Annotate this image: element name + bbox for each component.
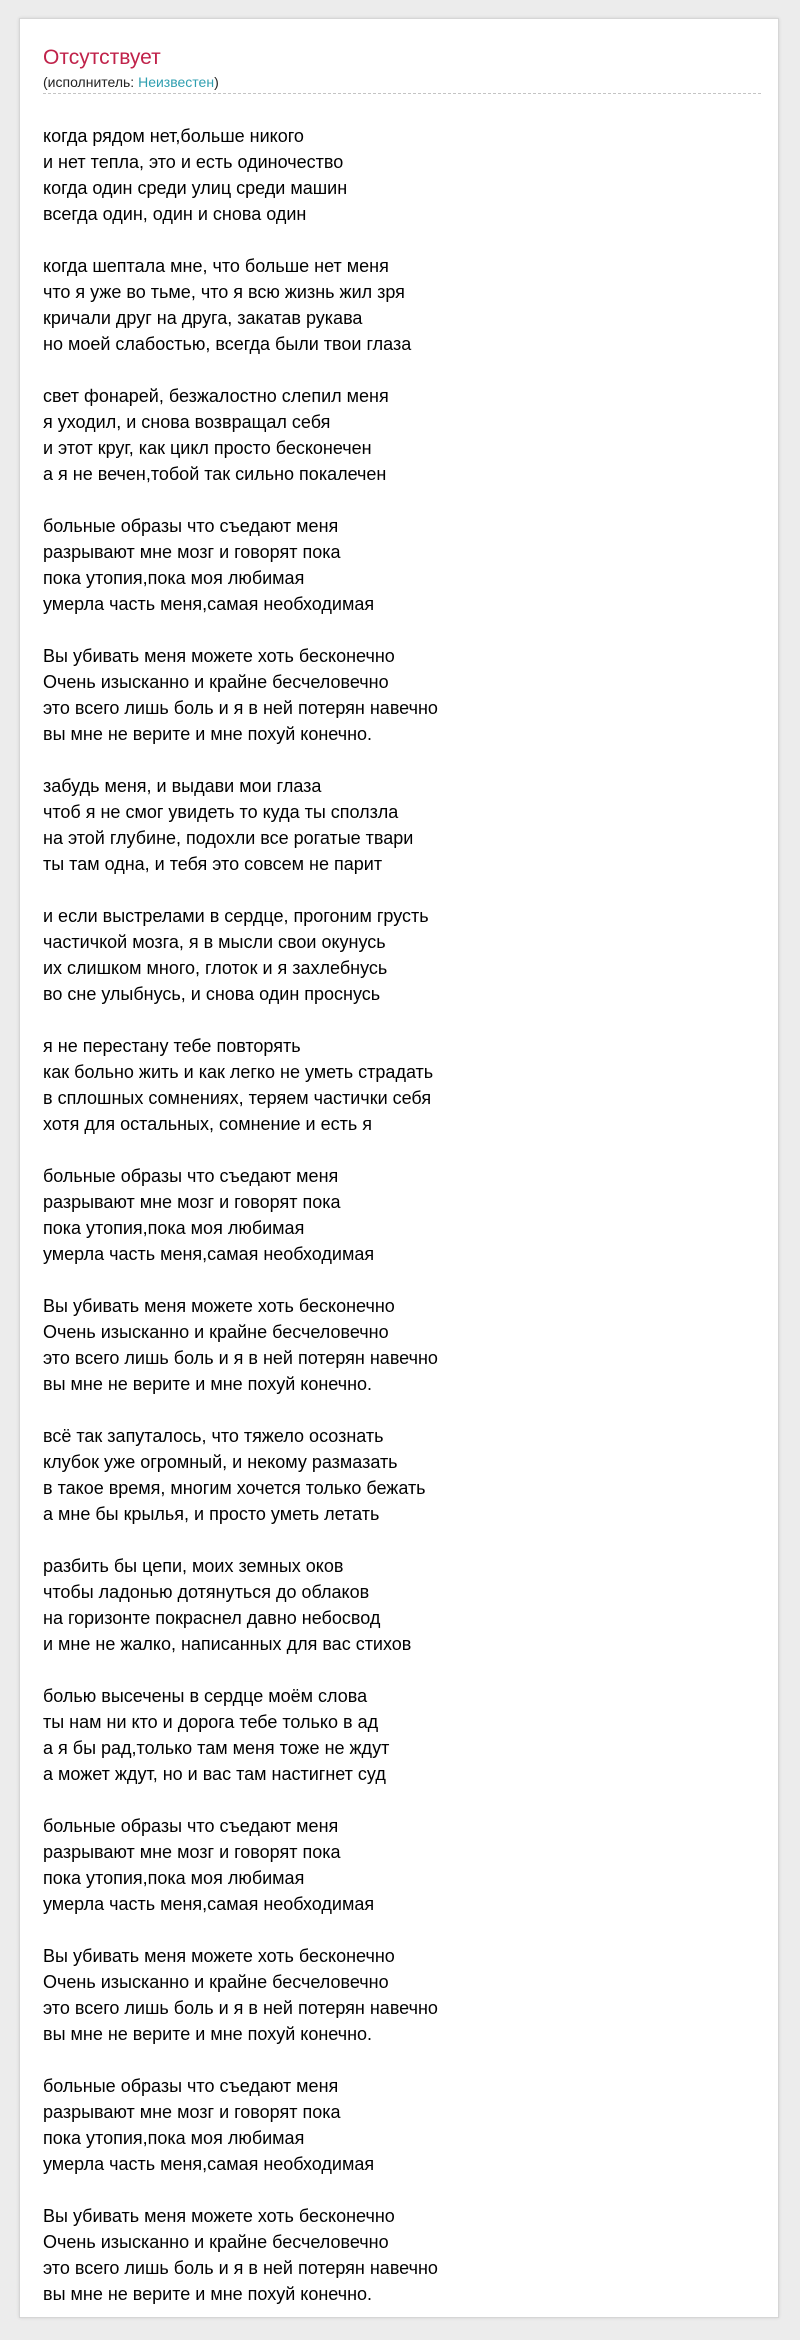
lyric-line: и этот круг, как цикл просто бесконечен xyxy=(43,438,372,458)
lyric-line: что я уже во тьме, что я всю жизнь жил зря xyxy=(43,282,405,302)
song-header xyxy=(43,45,761,91)
lyric-line: в сплошных сомнениях, теряем частички себя xyxy=(43,1088,432,1108)
lyric-line: это всего лишь боль и я в ней потерян навечно xyxy=(43,2258,438,2278)
lyric-line: когда один среди улиц среди машин xyxy=(43,178,348,198)
lyric-line: Очень изысканно и крайне бесчеловечно xyxy=(43,1972,389,1992)
lyric-line: вы мне не верите и мне похуй конечно. xyxy=(43,1374,373,1394)
lyric-line: умерла часть меня,самая необходимая xyxy=(43,1894,375,1914)
lyrics-stanza xyxy=(43,253,761,357)
lyric-line: больные образы что съедают меня xyxy=(43,1166,339,1186)
artist-link[interactable]: Неизвестен xyxy=(138,74,215,90)
lyric-line: ты там одна, и тебя это совсем не парит xyxy=(43,854,383,874)
lyric-line: частичкой мозга, я в мысли свои окунусь xyxy=(43,932,386,952)
lyric-line: разрывают мне мозг и говорят пока xyxy=(43,1192,341,1212)
lyric-line: болью высечены в сердце моём слова xyxy=(43,1686,368,1706)
lyrics-body xyxy=(43,123,761,2333)
lyrics-card xyxy=(19,18,779,2318)
lyric-line: Вы убивать меня можете хоть бесконечно xyxy=(43,646,395,666)
lyric-line: разрывают мне мозг и говорят пока xyxy=(43,542,341,562)
lyric-line: Очень изысканно и крайне бесчеловечно xyxy=(43,1322,389,1342)
lyrics-stanza xyxy=(43,1423,761,1527)
lyric-line: а я не вечен,тобой так сильно покалечен xyxy=(43,464,387,484)
lyric-line: Очень изысканно и крайне бесчеловечно xyxy=(43,2232,389,2252)
lyric-line: а я бы рад,только там меня тоже не ждут xyxy=(43,1738,390,1758)
lyric-line: всегда один, один и снова один xyxy=(43,204,307,224)
lyric-line: вы мне не верите и мне похуй конечно. xyxy=(43,2284,373,2304)
lyric-line: больные образы что съедают меня xyxy=(43,1816,339,1836)
lyric-line: Вы убивать меня можете хоть бесконечно xyxy=(43,2206,395,2226)
lyric-line: когда шептала мне, что больше нет меня xyxy=(43,256,389,276)
lyrics-stanza xyxy=(43,123,761,227)
lyric-line: умерла часть меня,самая необходимая xyxy=(43,1244,375,1264)
lyric-line: и если выстрелами в сердце, прогоним грусть xyxy=(43,906,429,926)
lyric-line: но моей слабостью, всегда были твои глаза xyxy=(43,334,412,354)
lyric-line: когда рядом нет,больше никого xyxy=(43,126,304,146)
lyric-line: в такое время, многим хочется только бежать xyxy=(43,1478,426,1498)
lyric-line: хотя для остальных, сомнение и есть я xyxy=(43,1114,372,1134)
lyric-line: Вы убивать меня можете хоть бесконечно xyxy=(43,1946,395,1966)
lyrics-stanza xyxy=(43,1553,761,1657)
lyrics-stanza xyxy=(43,643,761,747)
lyric-line: чтоб я не смог увидеть то куда ты сползла xyxy=(43,802,399,822)
lyric-line: во сне улыбнусь, и снова один проснусь xyxy=(43,984,381,1004)
lyric-line: чтобы ладонью дотянуться до облаков xyxy=(43,1582,370,1602)
lyrics-stanza xyxy=(43,1943,761,2047)
lyric-line: я уходил, и снова возвращал себя xyxy=(43,412,331,432)
lyric-line: а мне бы крылья, и просто уметь летать xyxy=(43,1504,380,1524)
lyric-line: пока утопия,пока моя любимая xyxy=(43,568,305,588)
lyrics-stanza xyxy=(43,1813,761,1917)
lyric-line: больные образы что съедают меня xyxy=(43,2076,339,2096)
lyrics-stanza xyxy=(43,1683,761,1787)
lyric-line: забудь меня, и выдави мои глаза xyxy=(43,776,322,796)
lyric-line: а может ждут, но и вас там настигнет суд xyxy=(43,1764,386,1784)
lyric-line: ты нам ни кто и дорога тебе только в ад xyxy=(43,1712,379,1732)
artist-line xyxy=(43,73,761,91)
lyrics-stanza xyxy=(43,1293,761,1397)
lyric-line: разрывают мне мозг и говорят пока xyxy=(43,2102,341,2122)
lyrics-stanza xyxy=(43,2203,761,2307)
lyric-line: и мне не жалко, написанных для вас стихов xyxy=(43,1634,412,1654)
lyrics-stanza xyxy=(43,1163,761,1267)
song-title: Отсутствует xyxy=(43,46,161,69)
lyric-line: кричали друг на друга, закатав рукава xyxy=(43,308,363,328)
header-divider xyxy=(43,93,761,94)
lyric-line: Очень изысканно и крайне бесчеловечно xyxy=(43,672,389,692)
lyric-line: это всего лишь боль и я в ней потерян навечно xyxy=(43,1348,438,1368)
lyric-line: это всего лишь боль и я в ней потерян навечно xyxy=(43,1998,438,2018)
lyric-line: умерла часть меня,самая необходимая xyxy=(43,2154,375,2174)
lyric-line: пока утопия,пока моя любимая xyxy=(43,1218,305,1238)
lyric-line: пока утопия,пока моя любимая xyxy=(43,2128,305,2148)
lyric-line: я не перестану тебе повторять xyxy=(43,1036,301,1056)
artist-suffix: ) xyxy=(214,74,219,90)
lyric-line: клубок уже огромный, и некому размазать xyxy=(43,1452,398,1472)
lyric-line: умерла часть меня,самая необходимая xyxy=(43,594,375,614)
lyrics-stanza xyxy=(43,1033,761,1137)
lyric-line: это всего лишь боль и я в ней потерян навечно xyxy=(43,698,438,718)
lyric-line: пока утопия,пока моя любимая xyxy=(43,1868,305,1888)
lyric-line: разрывают мне мозг и говорят пока xyxy=(43,1842,341,1862)
lyric-line: вы мне не верите и мне похуй конечно. xyxy=(43,724,373,744)
lyric-line: Вы убивать меня можете хоть бесконечно xyxy=(43,1296,395,1316)
lyric-line: и нет тепла, это и есть одиночество xyxy=(43,152,344,172)
artist-prefix: (исполнитель: xyxy=(43,74,139,90)
lyric-line: разбить бы цепи, моих земных оков xyxy=(43,1556,344,1576)
lyrics-stanza xyxy=(43,903,761,1007)
lyrics-stanza xyxy=(43,513,761,617)
lyric-line: их слишком много, глоток и я захлебнусь xyxy=(43,958,388,978)
lyric-line: на этой глубине, подохли все рогатые твари xyxy=(43,828,414,848)
lyric-line: свет фонарей, безжалостно слепил меня xyxy=(43,386,389,406)
lyric-line: больные образы что съедают меня xyxy=(43,516,339,536)
lyric-line: вы мне не верите и мне похуй конечно. xyxy=(43,2024,373,2044)
lyrics-stanza xyxy=(43,383,761,487)
lyric-line: на горизонте покраснел давно небосвод xyxy=(43,1608,381,1628)
lyric-line: как больно жить и как легко не уметь страдать xyxy=(43,1062,434,1082)
lyric-line: всё так запуталось, что тяжело осознать xyxy=(43,1426,384,1446)
lyrics-stanza xyxy=(43,773,761,877)
lyrics-stanza xyxy=(43,2073,761,2177)
